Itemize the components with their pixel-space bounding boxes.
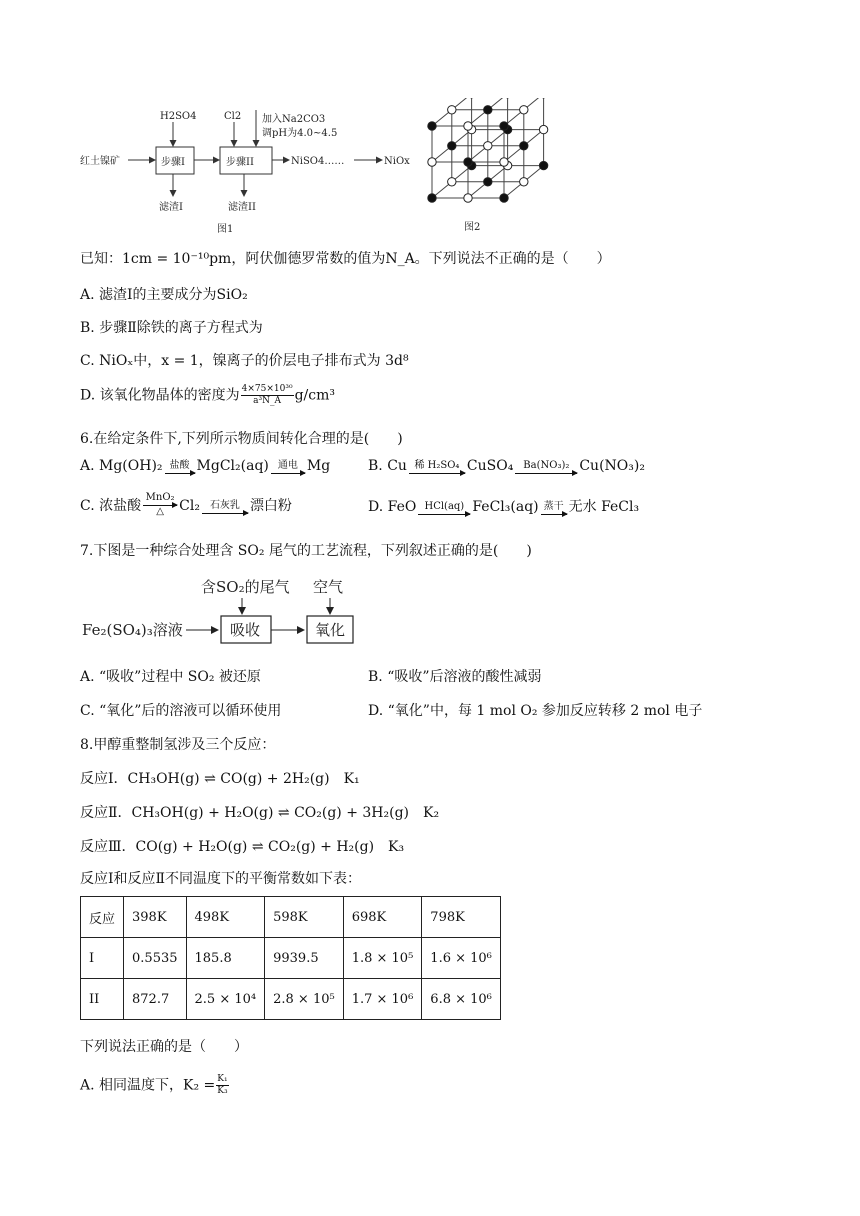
table-cell: 2.8 × 10⁵ bbox=[265, 979, 344, 1020]
q6-option-c: C. 浓盐酸MnO₂ △ Cl₂ 石灰乳 漂白粉 bbox=[80, 492, 292, 517]
fig1-step1: 步骤I bbox=[161, 157, 185, 168]
lattice-atom-dark bbox=[464, 158, 472, 166]
q6-option-b: B. Cu 稀 H₂SO₄ CuSO₄ Ba(NO₃)₂ Cu(NO₃)₂ bbox=[368, 458, 645, 474]
table-header-row bbox=[81, 897, 501, 938]
fig1-residue2: 滤渣II bbox=[228, 202, 256, 213]
lattice-atom-light bbox=[448, 106, 456, 114]
table-cell: 6.8 × 10⁶ bbox=[422, 979, 501, 1020]
lattice-atom-dark bbox=[484, 106, 492, 114]
q8-stem: 8.甲醇重整制氢涉及三个反应： bbox=[80, 737, 276, 753]
table-cell: 0.5535 bbox=[124, 938, 187, 979]
table-header-cell: 598K bbox=[265, 897, 344, 938]
fig1-cl2: Cl2 bbox=[224, 111, 242, 122]
q7-option-b: B. “吸收”后溶液的酸性减弱 bbox=[368, 669, 542, 685]
q6-option-a: A. Mg(OH)₂ 盐酸 MgCl₂(aq) 通电 Mg bbox=[80, 458, 331, 474]
lattice-atom-dark bbox=[500, 194, 508, 202]
table-cell: 1.6 × 10⁶ bbox=[422, 938, 501, 979]
table-cell: I bbox=[81, 938, 124, 979]
q8-reaction-2: 反应Ⅱ．CH₃OH(g) + H₂O(g) ⇌ CO₂(g) + 3H₂(g) K₂ bbox=[80, 805, 440, 821]
q7-fig-solution: Fe₂(SO₄)₃溶液 bbox=[82, 621, 183, 639]
q7-flow-diagram bbox=[80, 572, 370, 650]
q8-reaction-1: 反应Ⅰ．CH₃OH(g) ⇌ CO(g) + 2H₂(g) K₁ bbox=[80, 771, 360, 787]
table-cell: 872.7 bbox=[124, 979, 187, 1020]
fig1-step2: 步骤II bbox=[226, 157, 254, 168]
table-cell: 1.7 × 10⁶ bbox=[343, 979, 422, 1020]
q7-option-d: D. “氧化”中，每 1 mol O₂ 参加反应转移 2 mol 电子 bbox=[368, 703, 703, 719]
table-row bbox=[81, 979, 501, 1020]
table-cell: II bbox=[81, 979, 124, 1020]
equilibrium-constant-table bbox=[80, 896, 501, 1020]
q5-option-b: B. 步骤Ⅱ除铁的离子方程式为 bbox=[80, 320, 263, 336]
table-cell: 2.5 × 10⁴ bbox=[186, 979, 265, 1020]
table-header-cell: 698K bbox=[343, 897, 422, 938]
q8-ask: 下列说法正确的是（ ） bbox=[80, 1039, 248, 1055]
q6-option-d: D. FeO HCl(aq) FeCl₃(aq) 蒸干 无水 FeCl₃ bbox=[368, 499, 640, 515]
fig1-h2so4: H2SO4 bbox=[160, 111, 197, 122]
fig1-add2: 调pH为4.0~4.5 bbox=[262, 128, 338, 139]
q5-option-d: D. 该氧化物晶体的密度为 $\frac{\text{4×75×10³⁰}}{\text{a³N\_A}}$ g/cm³ bbox=[80, 384, 335, 406]
lattice-atom-dark bbox=[428, 122, 436, 130]
lattice-atom-light bbox=[500, 158, 508, 166]
lattice-atom-light bbox=[520, 178, 528, 186]
fig1-niso4: NiSO4…… bbox=[291, 156, 345, 167]
table-header-cell: 反应 bbox=[81, 897, 124, 938]
lattice-atom-light bbox=[448, 178, 456, 186]
fig1-residue1: 滤渣I bbox=[159, 202, 183, 213]
lattice-atom-light bbox=[484, 142, 492, 150]
fig1-caption: 图1 bbox=[217, 224, 234, 235]
table-header-cell: 798K bbox=[422, 897, 501, 938]
table-row bbox=[81, 938, 501, 979]
fig2-caption: 图2 bbox=[464, 222, 481, 233]
lattice-atom-dark bbox=[484, 178, 492, 186]
lattice-atom-light bbox=[464, 122, 472, 130]
q5-option-c: C. NiOₓ中，x = 1，镍离子的价层电子排布式为 3d⁸ bbox=[80, 353, 409, 369]
q8-a-fraction: $\frac{\text{K₁}}{\text{K₃}}$ bbox=[217, 1074, 228, 1096]
q5-stem: 已知：1cm = 10⁻¹⁰pm，阿伏伽德罗常数的值为N_A。下列说法不正确的是（ ） bbox=[80, 251, 611, 267]
fig1-niox: NiOx bbox=[384, 156, 410, 167]
lattice-atom-light bbox=[539, 125, 547, 133]
q5-d-fraction: $\frac{\text{4×75×10³⁰}}{\text{a³N\_A}}$ bbox=[241, 384, 293, 406]
lattice-atom-dark bbox=[428, 194, 436, 202]
table-cell: 185.8 bbox=[186, 938, 265, 979]
lattice-atom-light bbox=[464, 194, 472, 202]
q8-option-a: A. 相同温度下，K₂ = $\frac{\text{K₁}}{\text{K₃}}$ bbox=[80, 1074, 228, 1096]
lattice-atom-light bbox=[428, 158, 436, 166]
q7-fig-absorb: 吸收 bbox=[230, 621, 261, 639]
table-header-cell: 498K bbox=[186, 897, 265, 938]
lattice-atom-dark bbox=[520, 142, 528, 150]
figure-1-flowchart bbox=[76, 100, 421, 240]
q7-option-c: C. “氧化”后的溶液可以循环使用 bbox=[80, 703, 282, 719]
q7-stem: 7.下图是一种综合处理含 SO₂ 尾气的工艺流程，下列叙述正确的是( ) bbox=[80, 543, 532, 559]
lattice-atom-light bbox=[520, 106, 528, 114]
q8-table-intro: 反应Ⅰ和反应Ⅱ不同温度下的平衡常数如下表： bbox=[80, 871, 362, 887]
lattice-atom-dark bbox=[539, 161, 547, 169]
figure-2-crystal-lattice bbox=[424, 98, 554, 238]
q6-stem: 6.在给定条件下,下列所示物质间转化合理的是( ) bbox=[80, 431, 403, 447]
lattice-atom-dark bbox=[500, 122, 508, 130]
lattice-atom-dark bbox=[448, 142, 456, 150]
table-cell: 1.8 × 10⁵ bbox=[343, 938, 422, 979]
q7-fig-oxidize: 氧化 bbox=[315, 621, 346, 639]
table-cell: 9939.5 bbox=[265, 938, 344, 979]
fig1-add1: 加入Na2CO3 bbox=[262, 114, 326, 125]
fig1-ore: 红土镍矿 bbox=[80, 156, 120, 167]
q7-option-a: A. “吸收”过程中 SO₂ 被还原 bbox=[80, 669, 261, 685]
q7-fig-gas: 含SO₂的尾气 bbox=[201, 578, 290, 596]
q7-fig-air: 空气 bbox=[313, 578, 344, 596]
table-header-cell: 398K bbox=[124, 897, 187, 938]
q5-option-a: A. 滤渣Ⅰ的主要成分为SiO₂ bbox=[80, 287, 248, 303]
q8-reaction-3: 反应Ⅲ．CO(g) + H₂O(g) ⇌ CO₂(g) + H₂(g) K₃ bbox=[80, 839, 405, 855]
